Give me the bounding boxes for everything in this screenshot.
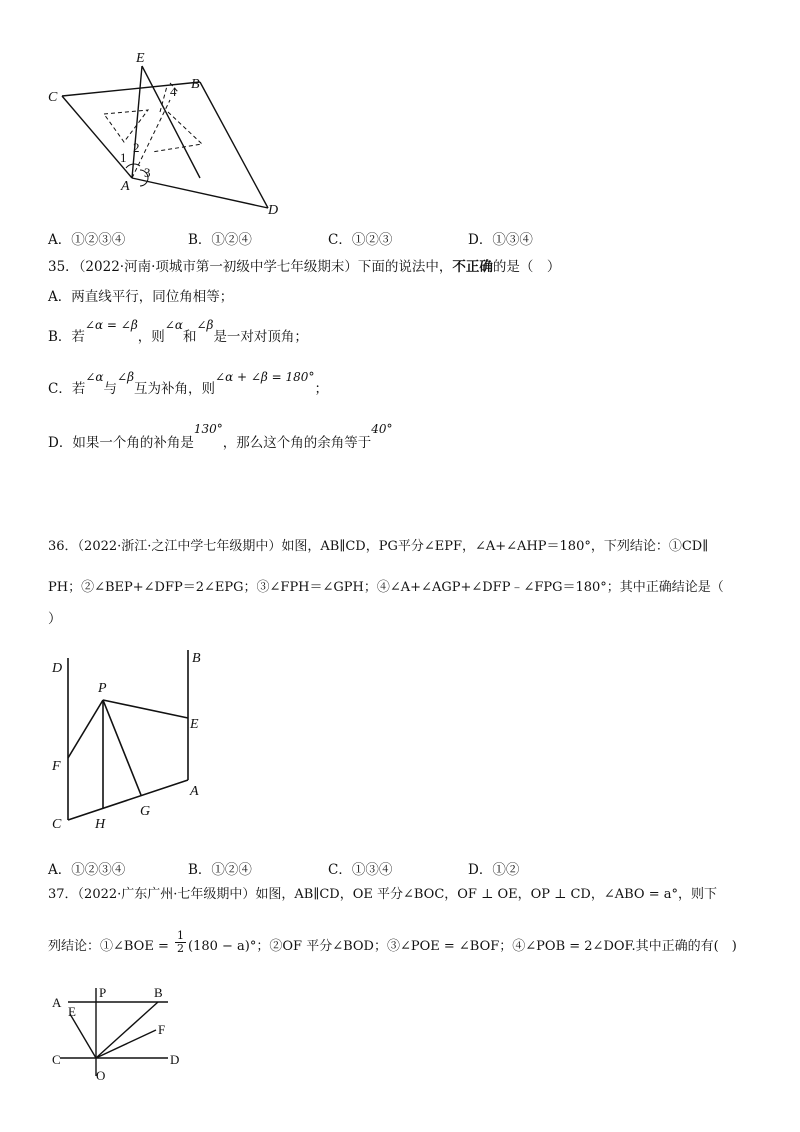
q36-line-2: PH；②∠BEP+∠DFP＝2∠EPG；③∠FPH＝∠GPH；④∠A+∠AGP+∠DFP﹣∠FPG＝180°；其中正确结论是（ (48, 580, 724, 595)
label-3: 3 (144, 165, 151, 180)
q36-option-b[interactable]: B．①②④ (188, 862, 252, 878)
q37-frac-num: 1 (177, 929, 185, 942)
q35-tail: 的是（ ） (492, 259, 561, 275)
q35-c-math3: ∠α + ∠β = 180° (215, 370, 315, 384)
label-C: C (52, 1052, 61, 1067)
q35-b-tail: 是一对对顶角； (213, 329, 308, 345)
q35-b-and: 和 (182, 329, 197, 345)
q37-line-1: 37．（2022·广东广州·七年级期中）如图，AB∥CD，OE 平分∠BOC，OF ⊥ OE，OP ⊥ CD，∠ABO = a°，则下 (48, 887, 717, 902)
q35-option-b[interactable] (48, 316, 308, 352)
label-B: B (192, 651, 201, 666)
q34-option-b[interactable]: B．①②④ (188, 232, 252, 248)
q35-b-pre: B．若 (48, 329, 85, 345)
label-B: B (191, 77, 200, 92)
q36-option-d[interactable]: D．①② (468, 862, 520, 878)
q35-option-a[interactable]: A．两直线平行，同位角相等； (48, 289, 234, 305)
label-P: P (99, 985, 107, 1000)
label-E: E (68, 1004, 76, 1019)
label-A: A (190, 784, 199, 799)
q35-option-d[interactable] (48, 420, 393, 456)
q35-stem (48, 258, 560, 276)
q35-c-math1: ∠α (85, 370, 104, 384)
label-F: F (158, 1022, 166, 1037)
label-G: G (140, 804, 151, 819)
q35-d-math1: 130° (193, 422, 223, 436)
figure-q34 (40, 40, 300, 220)
q35-source: （2022·河南·项城市第一初级中学七年级期末）下面的说法中， (78, 259, 453, 275)
label-B: B (154, 985, 163, 1000)
label-D: D (52, 661, 63, 676)
q35-b-math3: ∠β (196, 318, 214, 332)
label-D: D (170, 1052, 180, 1067)
q35-d-mid: ，那么这个角的余角等于 (222, 435, 372, 451)
label-A: A (121, 179, 130, 194)
q35-b-math1: ∠α = ∠β (84, 318, 138, 332)
q37-line2-tail: 其中正确的有( ) (635, 939, 737, 954)
label-D: D (268, 203, 279, 218)
q37-frac-den: 2 (177, 942, 185, 955)
q35-b-mid: ，则 (137, 329, 165, 345)
label-P: P (98, 681, 107, 696)
q37-line2-mid: (180 − a)°；②OF 平分∠BOD；③∠POE = ∠BOF；④∠POB = 2∠DOF. (188, 939, 636, 954)
label-E: E (190, 717, 199, 732)
q35-c-with: 与 (103, 381, 118, 397)
label-C: C (52, 817, 62, 832)
label-F: F (52, 759, 61, 774)
q34-option-a[interactable]: A．①②③④ (48, 232, 126, 248)
label-E: E (136, 51, 145, 66)
q35-d-pre: D．如果一个角的补角是 (48, 435, 194, 451)
q37-line-2 (48, 930, 737, 964)
label-H: H (95, 817, 106, 832)
q36-option-a[interactable]: A．①②③④ (48, 862, 126, 878)
label-O: O (96, 1068, 106, 1083)
q34-option-d[interactable]: D．①③④ (468, 232, 533, 248)
figure-q36 (40, 640, 230, 840)
label-A: A (52, 995, 62, 1010)
q35-c-mid: 互为补角，则 (134, 381, 216, 397)
q35-c-pre: C．若 (48, 381, 86, 397)
q35-c-tail: ； (314, 381, 328, 397)
q35-d-math2: 40° (371, 422, 393, 436)
q35-bold: 不正确 (452, 259, 493, 275)
q35-option-c[interactable] (48, 368, 328, 404)
label-2: 2 (133, 140, 140, 155)
q36-option-c[interactable]: C．①③④ (328, 862, 393, 878)
q35-c-math2: ∠β (117, 370, 135, 384)
q36-line-1: 36．（2022·浙江·之江中学七年级期中）如图，AB∥CD，PG平分∠EPF，∠A+∠AHP＝180°，下列结论：①CD∥ (48, 539, 709, 554)
q36-line-3: ） (48, 611, 62, 627)
q37-fraction (175, 930, 186, 955)
label-4: 4 (170, 84, 177, 99)
q35-number: 35． (48, 259, 79, 275)
label-1: 1 (120, 150, 127, 165)
figure-q37 (40, 980, 200, 1090)
q34-option-c[interactable]: C．①②③ (328, 232, 393, 248)
q35-b-math2: ∠α (164, 318, 183, 332)
q37-line2-pre: 列结论：①∠BOE = (48, 939, 169, 954)
label-C: C (48, 90, 58, 105)
